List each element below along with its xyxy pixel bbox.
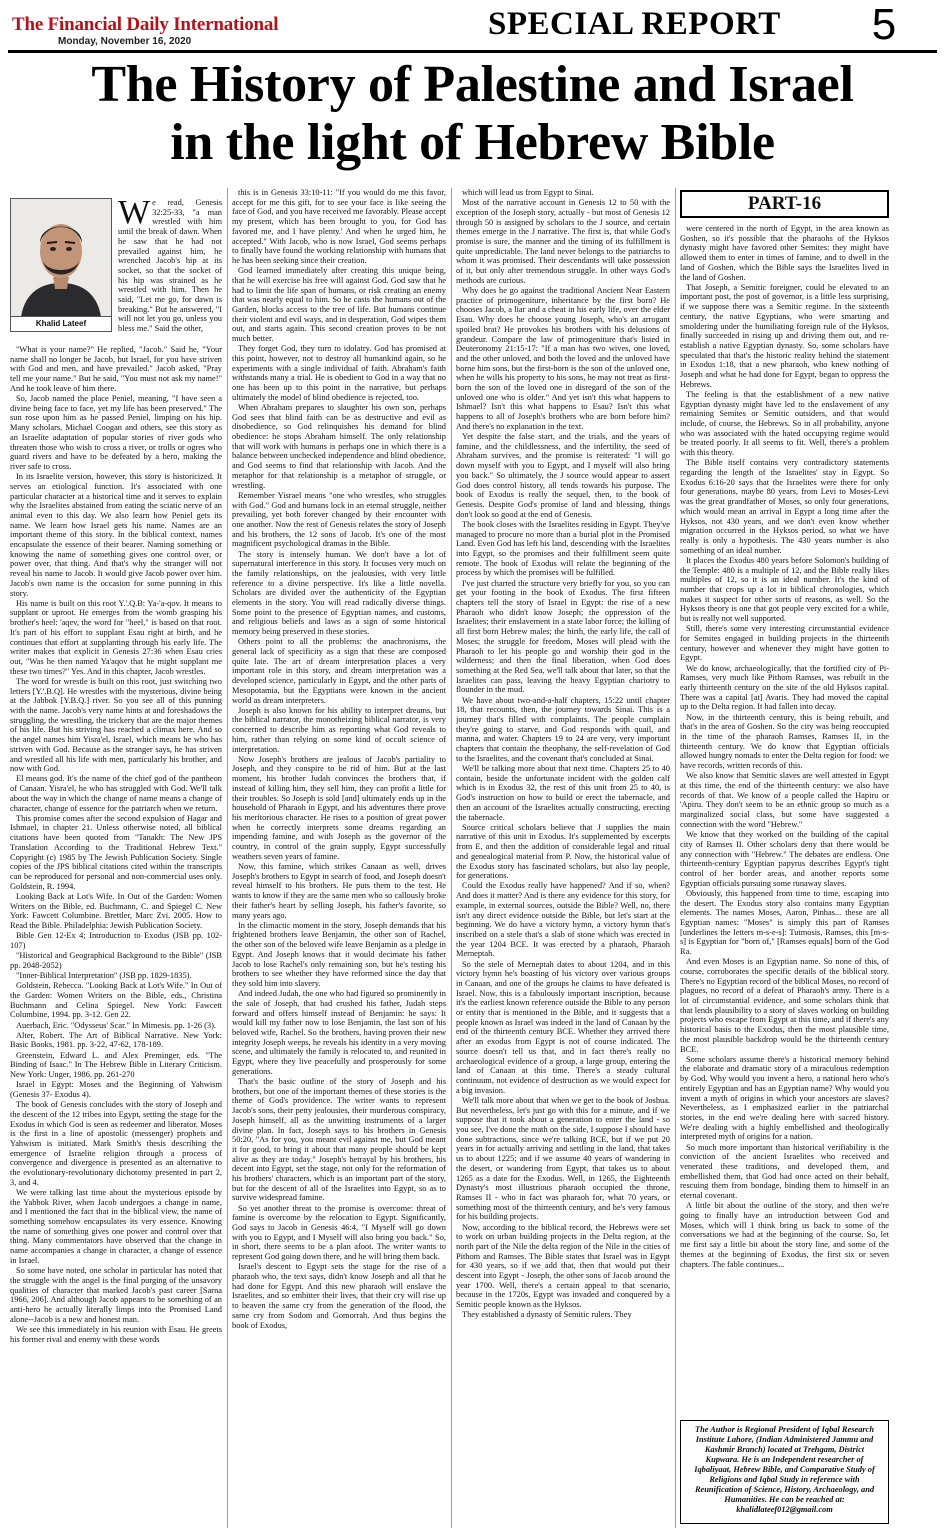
paragraph: this is in Genesis 33:10-11: "If you would do me this favor, accept for me this gift, for to see your face is like seeing the face of God, and you have received me favorably. Please accept my present, which has been brought to you, for God has favored me, and I have plenty.' And when he urged him, he accepted." With Jacob, who is now Israel, God seems perhaps to finally have found the working relationship with humans that he has been seeking since their creation. xyxy=(232,188,446,265)
paragraph: Bible Gen 12-Ex 4; Introduction to Exodus (JSB pp. 102-107) xyxy=(10,931,222,950)
paragraph: The book of Genesis concludes with the story of Joseph and the descent of the 12 tribes into Egypt, setting the stage for the Exodus in which God is seen as redeemer and liberator. Moses is the first in a line of apostolic (messenger) prophets and Yahwism is initiated. Mark Smith's thesis describing the emergence of Israelite religion through a process of convergence and divergence is presented as an alternative to the evolutionary-revolutionary dichotomy presented in part 2, 3, and 4. xyxy=(10,1100,222,1187)
paragraph: Israel's descent to Egypt sets the stage for the rise of a pharaoh who, the text says, didn't know Joseph and all that he had done for Egypt. And this new pharaoh will enslave the Israelites, and so embitter their lives, that their cry will rise up to heaven the same cry from the generation of the flood, the same cry from Sodom and Gomorrah. And thus begins the book of Exodus, xyxy=(232,1262,446,1330)
paragraph: And even Moses is an Egyptian name. So none of this, of course, corroborates the specific details of the biblical story. There's no Egyptian record of the biblical Moses, no record of plagues, no record of a defeat of Pharaoh's army. There is a lot of circumstantial evidence, and some scholars think that that lends plausibility to a story of slaves working on building projects who escape from Egypt at this time, and if there's any historical basis to the Exodus, then the most plausible time, the most plausible backdrop would be the thirteenth century BCE. xyxy=(680,957,889,1054)
paragraph: We'll talk more about that when we get to the book of Joshua. But nevertheless, let's just go with this for a minute, and if we suppose that it took about a generation to enter the land - so you see, I've done the math on the side, I suppose I should have done subtractions, since we're talking BCE, but if we put 20 years in for actually arriving and settling in the land, that takes us to about 1225; and if we assume 40 years of wandering in the desert, or wandering from Egypt, that takes us to about 1265 as a date for the Exodus. Well, in 1265, the Eighteenth Dynasty's most illustrious pharaoh occupied the throne, Ramses II - who in fact was pharaoh for, what 70 years, or something most of the thirteenth century, and he's very famous for his building projects. xyxy=(456,1095,670,1222)
masthead-rule xyxy=(8,50,937,53)
paragraph: The word for wrestle is built on this root, just switching two letters [Y.'.B.Q]. He wrestles with the mysterious, divine being at the Jabbok [Y.B.Q.] river. So you see all of this punning with the name. Jacob's very name hints at and foreshadows the struggling, the wrestling, the trickery that are the major themes of his life. But his striving has reached a climax here. And so the angel names him Yisra'el, Israel, which means he who has striven with God. Because as the stranger says, he has striven and wrestled all his life with men, particularly his brother, and now with God. xyxy=(10,676,222,774)
paragraph: We were talking last time about the mysterious episode by the Yabbok River, when Jacob undergoes a change in name, and I mentioned the fact that in the biblical view, the name of something somehow encapsulates its very essence. Knowing the name of something gives one power and control over that thing. Many commentators have observed that the change in name accompanies a change in character, a change of essence in Israel. xyxy=(10,1187,222,1265)
article-column-4 xyxy=(680,224,889,1416)
paragraph: It places the Exodus 480 years before Solomon's building of the Temple: 480 is a multiple of 12, and the Bible really likes multiples of 12, so it is an ideal number. It's the kind of number that crops up a lot in biblical chronologies, which makes it suspect for other sorts of reasons, as well. So the Hyksos theory is one that got people very excited for a while, but is really not well supported. xyxy=(680,555,889,624)
paragraph: Remember Yisrael means "one who wrestles, who struggles with God." God and humans lock in an eternal struggle, neither prevailing, yet both forever changed by their encounter with one another. Now the rest of Genesis relates the story of Joseph and his brothers, the 12 sons of Jacob. It's one of the most magnificent psychological dramas in the Bible. xyxy=(232,490,446,549)
paragraph: We have about two-and-a-half chapters, 15:22 until chapter 18, that recounts, then, the journey towards Sinai. This is a journey that's filled with complaints. The people complain they're going to starve, and God responds with quail, and manna, and water. Chapters 19 to 24 are very, very important chapters that contain the theophany, the self-revelation of God to the Israelites, and the covenant that's concluded at Sinai. xyxy=(456,695,670,763)
paragraph: The Bible itself contains very contradictory statements regarding the length of the Israelites' stay in Egypt. So Exodus 6:16-20 says that the Israelites were there for only four generations, maybe 80 years, from Levi to Moses-Levi was the great grandfather of Moses, so only four generations, which would mean an arrival in Egypt a long time after the Hyksos, not 430 years, and we don't even know whether migration occurred in the Hyksos period, so what we have really is only a hypothesis. The 430 years number is also something of an ideal number. xyxy=(680,458,889,555)
paragraph: A little bit about the outline of the story, and then we're going to finally have an introduction between God and Moses, which will I think bring us back to some of the conversations we had at the beginning of the course. So, let me first say a little bit about the story line, and some of the themes at the beginning of Exodus, the first six or seven chapters. The fable continues... xyxy=(680,1201,889,1269)
author-photo xyxy=(10,198,112,332)
page-number: 5 xyxy=(871,0,897,49)
paragraph: Obviously, this happened from time to time, escaping into the desert. The Exodus story also contains many Egyptian elements. The names Moses, Aaron, Pinhas... these are all Egyptian names: "Moses" is simply this part of Ramses [underlines the letters m-s-e-s]: Tutmosis, Ramses, this [m-s-s] is Egyptian for "born of," [Ramses equals] born of the God Ra. xyxy=(680,888,889,957)
paragraph: Now, this famine, which strikes Canaan as well, drives Joseph's brothers to Egypt in search of food, and Joseph doesn't reveal himself to his brothers. He puts them to the test. He wants to know if they are the same men who so callously broke their father's heart by selling Joseph, his father's favorite, so many years ago. xyxy=(232,862,446,920)
headline-line-1: The History of Palestine and Israel xyxy=(91,56,854,113)
article-column-3 xyxy=(456,188,670,1528)
paragraph: Goldstein, Rebecca. "Looking Back at Lot's Wife." In Out of the Garden: Women Writers on the Bible, eds., Christina Buchmann and Celina Spiegel. New York: Fawcett Columbine, 1994. pp. 3-12. Gen 22. xyxy=(10,981,222,1020)
paragraph: In the climactic moment in the story, Joseph demands that his frightened brothers leave Benjamin, the other son of Rachel, the other son of the beloved wife leave Benjamin as a pledge in Egypt. And Joseph knows that it would decimate his father Jacob to lose Rachel's only remaining son, but he's testing his brothers to see whether they have reformed since the day that they sold him into slavery. xyxy=(232,920,446,988)
paragraph: We do know, archaeologically, that the fortified city of Pi-Ramses, very much like Pithom Ramses, was rebuilt in the early thirteenth century on the site of the old Hyksos capital. There was a capital [at] Avaris. They had moved the capital up to the Delta region. It had fallen into decay. xyxy=(680,663,889,712)
paragraph: Source critical scholars believe that J supplies the main narrative of this unit in Exodus. It's supplemented by excerpts from E, and then the addition of considerable legal and ritual and genealogical material from P. Now, the historical value of the Exodus story has fascinated scholars, but also lay people, for generations. xyxy=(456,822,670,881)
paragraph: So much more important than historical verifiability is the conviction of the ancient Israelites who received and venerated these traditions, and developed them, and embellished them, that God had once acted on their behalf, rescuing them from bondage, binding them to himself in an eternal covenant. xyxy=(680,1142,889,1201)
paragraph: They forget God, they turn to idolatry. God has promised at this point, however, not to destroy all humankind again, so he experiments with a single individual of faith. Abraham's faith withstands many a trial. He is obedient to God in a way that no one has been up to this point in the narrative, but perhaps ultimately the model of blind obedience is rejected, too. xyxy=(232,344,446,402)
paragraph: "Historical and Geographical Background to the Bible" (JSB pp. 2048-2052) xyxy=(10,951,222,970)
paragraph: That Joseph, a Semitic foreigner, could be elevated to an important post, the post of governor, is a little less surprising, if we suppose there was a Semitic regime. In the sixteenth century, the native Egyptians, who were smarting and smoldering under the humiliating foreign rule of the Hyksos, finally succeeded in rising up and driving them out, and re-establish a native Egyptian dynasty. So, some scholars have speculated that that's the historic reality behind the statement in Exodus 1:18, that a new pharaoh, who knew nothing of Joseph and what he had done for Egypt, began to oppress the Hebrews. xyxy=(680,282,889,389)
paragraph: Why does he go against the traditional Ancient Near Eastern practice of primogeniture, inheritance by the first born? He chooses Jacob, a liar and a cheat in his early life, over the elder Esau. Why does he choose young Joseph, who's an arrogant spoiled brat? He provokes his brothers with his delusions of grandeur. Compare the law of primogeniture that's listed in Deuteronomy 21:15-17: "If a man has two wives, one loved, and the other unloved, and both the loved and the unloved have borne him sons, but the first-born is the son of the unloved one, when he wills his property to his sons, he may not treat as first-born the son of the loved one in disregard of the son of the unloved one who is older." And yet isn't this what happens to Ishmael? Isn't this what happens to Esau? Isn't this what happens to all of Joseph's brothers who are born before him? And there's no explanation in the text. xyxy=(456,286,670,431)
paragraph: Now Joseph's brothers are jealous of Jacob's partiality to Joseph, and they conspire to be rid of him. But at the last moment, his brother Judah convinces the brothers that, if instead of killing him, they sell him, they can profit a little for their troubles. So Joseph is sold [and] ultimately ends up in the household of Pharaoh in Egypt, and his adventures there prove his meritorious character. He rises to a position of great power when he correctly interprets some dreams regarding an impending famine, and with Joseph as the governor of the country, in control of the grain supply, Egypt successfully weathers seven years of famine. xyxy=(232,754,446,861)
paragraph: El means god. It's the name of the chief god of the pantheon of Canaan. Yisra'el, he who has struggled with God. We'll talk about the way in which the change of name means a change of character, change of essence for the patriarch when we return. xyxy=(10,774,222,813)
paragraph: were centered in the north of Egypt, in the area known as Goshen, so it's possible that the pharaohs of the Hyksos dynasty might have favored other Semites: they might have allowed them to enter in times of famine, and to dwell in the land of Goshen, which the Bible says the Israelites lived in the land of Goshen. xyxy=(680,224,889,282)
drop-cap: W xyxy=(118,198,151,231)
paragraph: The book closes with the Israelites residing in Egypt. They've managed to procure no more than a burial plot in the Promised Land. Even God has left his land, descending with the Israelites into Egypt, so the promises and their fulfillment seem quite remote. The book of Exodus will relate the beginning of the process by which the promises will be fulfilled. xyxy=(456,519,670,578)
paragraph: We also know that Semitic slaves are well attested in Egypt at this time, the end of the thirteenth century: we also have records of that. We know of a people called the Hapiru or 'Apiru. They don't seem to be an ethnic group so much as a marginalized social class, but some have suggested a connection with the word "Hebrew." xyxy=(680,771,889,829)
photo-caption: Khalid Lateef xyxy=(11,316,111,331)
section-label: SPECIAL REPORT xyxy=(488,6,781,42)
part-label: PART-16 xyxy=(680,190,889,218)
paragraph: Could the Exodus really have happened? And if so, when? And does it matter? And is there any evidence for this story, for example, in external sources, outside the Bible? Well, no, there isn't any direct evidence outside the Bible, but let's start at the beginning. We do have a victory hymn, a victory hymn that's inscribed on a stele that's a slab of stone which was erected in the year 1204 BCE. It was erected by a pharaoh, Pharaoh Merneptah. xyxy=(456,881,670,959)
column-rule-2 xyxy=(451,188,452,1528)
paragraph: Auerbach, Eric. "Odysseus' Scar." In Mimesis. pp. 1-26 (3). xyxy=(16,1020,217,1030)
paragraph: So yet another threat to the promise is overcome: threat of famine is overcome by the relocation to Egypt. Significantly, God says to Jacob in Genesis 46:4, "I Myself will go down with you to Egypt, and I Myself will also bring you back." So, in short, there seems to be a plan afoot. The writer wants to represent God going down there, and he will bring them back. xyxy=(232,1203,446,1262)
article-column-1 xyxy=(10,345,222,1528)
paragraph: When Abraham prepares to slaughter his own son, perhaps God sees that blind faith can be as destructive and evil as disobedience, so God relinquishes his demand for blind obedience: he stops Abraham himself. The only relationship that will work with humans is perhaps one in which there is a balance between unchecked independence and blind obedience, and God seems to find that relationship with Jacob. And the metaphor for that relationship is a metaphor of struggle, or wrestling. xyxy=(232,402,446,490)
paragraph: We know that they worked on the building of the capital city of Ramses II. Other scholars deny that there would be any connection with "Hebrew." The debates are endless. One thirteenth-century Egyptian papyrus describes Egypt's tight control of her border areas, and another reports some Egyptian officials pursuing some runaway slaves. xyxy=(680,830,889,888)
paragraph: Joseph is also known for his ability to interpret dreams, but the biblical narrator, the monotheizing biblical narrator, is very concerned to describe him as reporting what God reveals to him, rather than relying on some kind of occult science of interpretation. xyxy=(232,705,446,754)
paragraph: And indeed Judah, the one who had figured so prominently in the sale of Joseph, that had crushed his father, Judah steps forward and offers himself instead of Benjamin: he says: It would kill my father now to lose Benjamin, the last son of his beloved wife, Rachel. So the brothers, having proven their new integrity Joseph weeps, he reveals his identity in a very moving scene, and ultimately the family is relocated to, and reunited in Egypt, where they live peacefully and prosperously for some generations. xyxy=(232,989,446,1076)
lead-text: e read, Genesis 32:25-33, "a man wrestled with him until the break of dawn. When he saw that he had not prevailed against him, he wrenched Jacob's hip at its socket, so that the socket of his hip was strained as he wrestled with him. Then he said, "Let me go, for dawn is breaking." But he answered, "I will not let you go, unless you bless me." Said the other, xyxy=(118,198,222,334)
paragraph: So, Jacob named the place Peniel, meaning, "I have seen a divine being face to face, yet my life has been preserved." The sun rose upon him as he passed Peniel, limping on his hip. Many scholars, Michael Coogan and others, see this story as an Israelite adaptation of popular stories of river gods who threaten those who wish to cross a river, or trolls or ogres who guard rivers and have to be defeated by a hero, making the river safe to cross. xyxy=(10,394,222,471)
paragraph: That's the basic outline of the story of Joseph and his brothers, but one of the important themes of these stories is the theme of God's providence. The writer wants to represent Jacob's sons, their petty jealousies, their murderous conspiracy, Joseph himself, all as the unwitting instruments of a larger divine plan. In fact, Joseph says to his brothers in Genesis 50:20, "As for you, you meant evil against me, but God meant it for good, to bring it about that many people should be kept alive as they are today." Joseph's betrayal by his brothers, his decent into Egypt, set the stage, not only for the reformation of his brothers' characters, which is an important part of the story, but for the descent of all of the Israelites into Egypt, so as to survive widespread famine. xyxy=(232,1076,446,1203)
paragraph: Some scholars assume there's a historical memory behind the elaborate and dramatic story of a miraculous redemption by God. Why would you invent a hero, a national hero who's entirely Egyptian and has an Egyptian name? Why would you invent a myth of origins in which your ancestors are slaves? Nevertheless, as I emphasized earlier in the patriarchal stories, in the end we're dealing here with sacred history. We're dealing with a highly embellished and theologically interpreted myth of origins for a nation. xyxy=(680,1054,889,1142)
paragraph: I've just charted the structure very briefly for you, so you can get your footing in the book of Exodus. The first fifteen chapters tell the story of Israel in Egypt: the rise of a new Pharaoh who didn't know Joseph; the oppression of the Israelites; their enslavement in a state labor force; the killing of all first born Hebrew males; the birth, the early life, the call of Moses; the struggle for freedom, Moses will plead with the Pharaoh to let his people go and worship their god in the wilderness; and then the final liberation, when God does something at the Red Sea, we'll talk about that later, so that the Israelites can pass, leaving the heavy Egyptian chariotry to flounder in the mud. xyxy=(456,578,670,695)
paragraph: The feeling is that the establishment of a new native Egyptian dynasty might have led to the enslavement of any remaining Semites or Semitic outsiders, and that would include, of course, the Hebrews. So in all probability, anyone who was associated with the hated occupying regime would be treated poorly. It all seems to fit. Well, there's a problem with this theory. xyxy=(680,389,889,458)
paragraph: We see this immediately in his reunion with Esau. He greets his former rival and enemy with these words xyxy=(10,1324,222,1344)
paragraph: The story is intensely human. We don't have a lot of supernatural interference in this story. It focuses very much on the family relationships, on the jealousies, with very little reference to a divine perspective. It's like a little novella. Scholars are divided over the authenticity of the Egyptian elements in the story. You will read radically diverse things. Some point to the presence of Egyptian names, and customs, and religious beliefs and laws as a sign of some historical memory being preserved in these stories. xyxy=(232,549,446,637)
column-rule-1 xyxy=(227,188,228,1528)
paragraph: Others point to all the problems: the anachronisms, the general lack of specificity as a sign that these are composed quite late. The art of dream interpretation places a very important role in this story, and dream interpretation was a developed science, particularly in Egypt, and the other parts of Mesopotamia, but the Egyptians were known in the ancient world as dream interpreters. xyxy=(232,637,446,705)
lead-paragraph xyxy=(118,198,222,345)
paragraph: Alter, Robert. The Art of Biblical Narrative. New York: Basic Books, 1981. pp. 3-22, 47-62, 178-189. xyxy=(10,1030,222,1050)
paragraph: "What is your name?" He replied, "Jacob." Said he, "Your name shall no longer be Jacob, but Israel, for you have striven with God and men, and have prevailed." Jacob asked, "Pray tell me your name." But he said, "You must not ask my name!" And he took leave of him there. xyxy=(10,345,222,393)
headline-line-2: in the light of Hebrew Bible xyxy=(170,114,775,171)
paragraph: So some have noted, one scholar in particular has noted that the struggle with the angel is the final purging of the unsavory qualities of character that marked Jacob's past career [Sarna 1966, 206]. And although Jacob appears to be something of an anti-hero he actually literally limps into the Promised Land alone--Jacob is a new and honest man. xyxy=(10,1266,222,1324)
paper-name: The Financial Daily International xyxy=(12,14,279,35)
author-bio-box: The Author is Regional President of Iqbal Research Institute Lahore, (Indian Administered Jammu and Kashmir Branch) located at Trehgam, District Kupwara. He is an Independent researcher of Iqbaliyaat, Hebrew Bible, and Comparative Study of Religions and Iqbal Study in reference with Reunification of Science, History, Archaeology, and Humanities. He can be reached at: khalidlateef012@gmail.com xyxy=(680,1420,889,1524)
issue-date: Monday, November 16, 2020 xyxy=(58,36,192,47)
paragraph: "Inner-Biblical Interpretation" (JSB pp. 1829-1835). xyxy=(16,971,192,980)
paragraph: Israel in Egypt: Moses and the Beginning of Yahwism (Genesis 37- Exodus 4). xyxy=(10,1080,222,1099)
paragraph: Greenstein, Edward L. and Alex Preminger, eds. "The Binding of Isaac." In The Hebrew Bible in Literary Criticism. New York: Unger, 1986. pp. 261-270 xyxy=(10,1050,222,1080)
article-column-2 xyxy=(232,188,446,1528)
paragraph: This promise comes after the second expulsion of Hagar and Ishmael, in chapter 21. Unless otherwise noted, all biblical citations have been quoted from "Tanakh: The New JPS Translation According to the Traditional Hebrew Text." Copyright (c) 1985 by The Jewish Publication Society. Single copies of the JPS biblical citations cited within the transcripts can be reproduced for personal and non-commercial uses only. Goldstein, R. 1994. xyxy=(10,813,222,891)
paragraph: Now, according to the biblical record, the Hebrews were set to work on urban building projects in the Delta region, at the north part of the Nile the delta region of the Nile in the cities of Pithom and Ramses. The Bible states that Israel was in Egypt for 430 years, so if we add that, then that would put their descent into Egypt - Joseph, the other sons of Jacob around the year 1700. Well, there's a certain appeal to that scenario, because in the 1720s, Egypt was invaded and conquered by a Semitic people known as the Hyksos. xyxy=(456,1222,670,1310)
masthead xyxy=(0,0,945,50)
paragraph: They established a dynasty of Semitic rulers. They xyxy=(462,1310,632,1320)
headline xyxy=(8,56,937,172)
paragraph: Most of the narrative account in Genesis 12 to 50 with the exception of the Joseph story, actually - but most of Genesis 12 through 50 is assigned by scholars to the J source, and certain themes emerge in the J narrative. The first is, that while God's promise is sure, the manner and the timing of its fulfillment is quite unpredictable. The land never belongs to the patriarchs to whom it was promised. Their descendants will take possession of it, but only after tremendous struggle. In other ways God's methods are curious. xyxy=(456,198,670,285)
paragraph: Yet despite the false start, and the trials, and the years of famine, and the childlessness, and the infertility, the seed of Abraham survives, and the promise is reiterated: "I will go down myself with you to Egypt, and I myself will also bring you back." So ultimately, the J source would appear to assert God does control history, all tends towards his purpose. The book of Exodus is really the sequel, then, to the book of Genesis. Despite God's promise of land and blessing, things don't look so good at the end of Genesis. xyxy=(456,432,670,519)
paragraph: His name is built on this root Y.'.Q.B: Ya-'a-qov. It means to supplant or uproot. He emerges from the womb grasping his brother's heel: 'aqev, the word for "heel," is based on that root. It's part of his effort to supplant Esau right at birth, and he continues that effort at supplanting through his early life. The writer makes that explicit in Genesis 27:36 when Esau cries out, "Was he then named Ya'aqov that he might supplant me these two times?" Yes. And in this chapter, Jacob wrestles. xyxy=(10,598,222,676)
column-rule-3 xyxy=(675,188,676,1528)
paragraph: In its Israelite version, however, this story is historicized. It serves an etiological function. It's associated with one particular character at a historical time and it serves to explain why the Israelites abstained from eating the sciatic nerve of an animal even to this day. We also learn how Peniel gets its name. We learn how Israel gets his name. Names are an important theme of this story. In the biblical context, names encapsulate the essence of their bearer. Naming something or knowing the name of something gives one control over, or power over, that thing. And that's why the stranger will not reveal his name to Jacob. It would give Jacob power over him. Jacob's own name is the occasion for some punning in this story. xyxy=(10,472,222,598)
paragraph: Still, there's some very interesting circumstantial evidence for Semites engaged in building projects in the thirteenth century, however and whenever they might have gotten to Egypt. xyxy=(680,624,889,663)
paragraph: which will lead us from Egypt to Sinai. xyxy=(462,188,594,197)
author-portrait-icon xyxy=(11,199,111,317)
paragraph: Looking Back at Lot's Wife. In Out of the Garden: Women Writers on the Bible, ed. Buchmann, C. and Spiegel C. New York: Fawcett Columbine. Brettler, Marc Zvi. 2005. How to Read the Bible. Philadelphia: Jewish Publication Society. xyxy=(10,891,222,930)
paragraph: We'll be talking more about that next time. Chapters 25 to 40 contain, beside the unfortunate incident with the golden calf which is in Exodus 32, the rest of this unit from 25 to 40, is God's instruction on how to build or erect the tabernacle, and then an account of the Israelites actually constructing, erecting the tabernacle. xyxy=(456,763,670,822)
paragraph: Now, in the thirteenth century, this is being rebuilt, and that's in the area of Goshen. So the city was being reoccupied in the time of the pharaoh Ramses, Ramses II, in the thirteenth century. We do know that Egyptian officials allowed hungry nomads to enter the Delta region for food: we have records, written records of this. xyxy=(680,712,889,771)
paragraph: So the stele of Merneptah dates to about 1204, and in this victory hymn he's boasting of his victory over various groups in Canaan, and one of the groups he claims to have defeated is Israel. Now, this is a fabulously important inscription, because it's the earliest known reference outside the Bible to any person or entity that is mentioned in the Bible, and it suggests that a people known as Israel was indeed in the land of Canaan by the end of the thirteenth century BCE. Whether they arrived there after an exodus from Egypt is not of course indicated. The source doesn't tell us that, and in fact there's really no archaeological evidence of a group, a large group, entering the land of Canaan at this time. There's a steady cultural continuum, not evidence of destruction as we would expect for a big invasion. xyxy=(456,959,670,1095)
paragraph: God learned immediately after creating this unique being, that he will exercise his free will against God. God saw that he had to limit the life span of humans, or risk creating an enemy that was nearly equal to him. So he casts the humans out of the Garden, blocks access to the tree of life. But humans continue their violent and evil ways, and in desperation, God wipes them out, and starts again. This second creation proves to be not much better. xyxy=(232,266,446,344)
